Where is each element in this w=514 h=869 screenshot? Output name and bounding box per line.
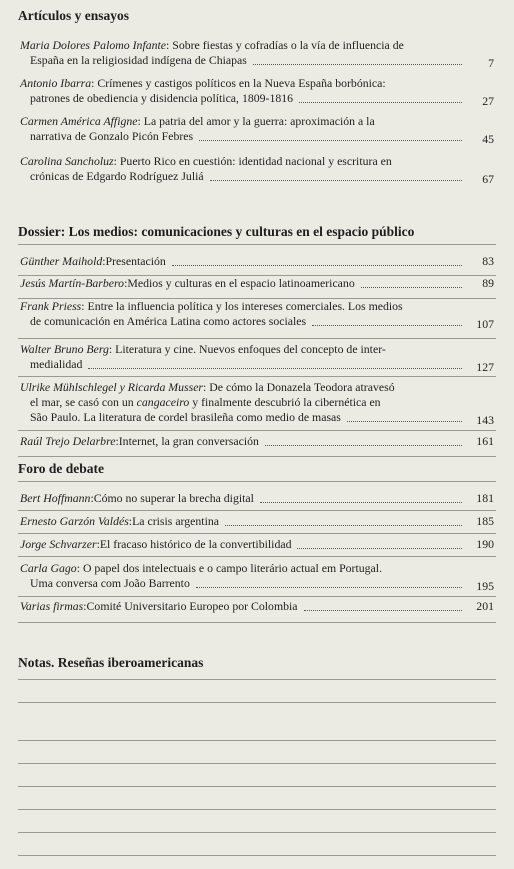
entry-author: Ulrike Mühlschlegel y Ricarda Musser (20, 380, 204, 394)
toc-entry: Carmen América Affigne: La patria del amor y la guerra: aproximación a la narrativa de Gonzalo Picón Febres (20, 114, 468, 144)
section-title: Foro de debate (18, 461, 104, 476)
page-number: 143 (476, 413, 494, 427)
toc-entry: Carla Gago: O papel dos intelectuais e o campo literário actual em Portugal. Uma conversa com João Barrento (20, 561, 468, 591)
page-number: 27 (482, 94, 494, 108)
page-number: 45 (482, 132, 494, 146)
divider (18, 679, 496, 680)
divider (18, 338, 496, 339)
leader-dots (196, 586, 462, 588)
toc-entry: Antonio Ibarra: Crímenes y castigos políticos en la Nueva España borbónica: patrones de obediencia y disidencia política, 1809-1816 (20, 76, 468, 106)
page-number: 67 (482, 172, 494, 186)
page-number: 83 (482, 254, 494, 268)
entry-title-line: Medios y culturas en el espacio latinoamericano (127, 276, 355, 290)
divider (18, 809, 496, 810)
entry-title-line: medialidad (30, 357, 83, 371)
entry-title-line: Presentación (105, 254, 166, 268)
entry-author: Günther Maihold (20, 254, 103, 268)
leader-dots (88, 367, 462, 369)
page-number: 161 (476, 434, 494, 448)
toc-entry: Günther Maihold : Presentación (20, 254, 468, 269)
entry-title-line: Sobre fiestas y cofradías o la vía de influencia de (172, 38, 404, 52)
entry-author: Bert Hoffmann (20, 491, 91, 505)
leader-dots (225, 524, 462, 526)
entry-author: Walter Bruno Berg (20, 342, 109, 356)
entry-title-line: Puerto Rico en cuestión: identidad nacional y escritura en (119, 154, 392, 168)
entry-title-line: El fracaso histórico de la convertibilidad (99, 537, 292, 551)
divider (18, 702, 496, 703)
entry-author: Jesús Martín-Barbero (20, 276, 125, 290)
page-number: 190 (476, 537, 494, 551)
leader-dots (199, 139, 462, 141)
toc-entry: Frank Priess: Entre la influencia política y los intereses comerciales. Los medios de comunicación en América Latina como actores sociales (20, 299, 468, 329)
page-number: 185 (476, 514, 494, 528)
entry-author: Maria Dolores Palomo Infante (20, 38, 167, 52)
divider (18, 510, 496, 511)
entry-title-line: Entre la influencia política y los intereses comerciales. Los medios (87, 299, 403, 313)
entry-title-line: Internet, la gran conversación (118, 434, 259, 448)
toc-entry: Ernesto Garzón Valdés : La crisis argentina (20, 514, 468, 529)
divider (18, 763, 496, 764)
page-number: 107 (476, 317, 494, 331)
toc-entry: Walter Bruno Berg: Literatura y cine. Nuevos enfoques del concepto de inter- medialidad (20, 342, 468, 372)
entry-title-line: Uma conversa com João Barrento (30, 576, 190, 590)
divider (18, 481, 496, 482)
toc-entry: Raúl Trejo Delarbre : Internet, la gran conversación (20, 434, 468, 449)
divider (18, 533, 496, 534)
page-number: 89 (482, 276, 494, 290)
entry-title-line: O papel dos intelectuais e o campo literário actual em Portugal. (82, 561, 383, 575)
entry-title-line: narrativa de Gonzalo Picón Febres (30, 129, 194, 143)
leader-dots (260, 501, 462, 503)
leader-dots (347, 420, 462, 422)
toc-entry: Carolina Sancholuz: Puerto Rico en cuestión: identidad nacional y escritura en crónicas de Edgardo Rodríguez Juliá (20, 154, 468, 184)
entry-author: Carolina Sancholuz (20, 154, 114, 168)
section-title: Notas. Reseñas iberoamericanas (18, 655, 204, 670)
toc-entry: Ulrike Mühlschlegel y Ricarda Musser: De cómo la Donazela Teodora atravesó el mar, se casó con un cangaceiro y finalmente descubrió la cibernética en São Paulo. La literatura de cordel brasileña como medio de masas (20, 380, 468, 425)
leader-dots (304, 609, 462, 611)
entry-author: Ernesto Garzón Valdés (20, 514, 129, 528)
entry-title-line: Comité Universitario Europeo por Colombia (86, 599, 298, 613)
entry-author: Varias firmas (20, 599, 84, 613)
leader-dots (299, 101, 462, 103)
toc-entry: Maria Dolores Palomo Infante: Sobre fiestas y cofradías o la vía de influencia de España en la religiosidad indígena de Chiapas (20, 38, 468, 68)
divider (18, 456, 496, 457)
entry-title-line: patrones de obediencia y disidencia política, 1809-1816 (30, 91, 294, 105)
page-number: 201 (476, 599, 494, 613)
toc-entry: Bert Hoffmann : Cómo no superar la brecha digital (20, 491, 468, 506)
toc-entry: Varias firmas : Comité Universitario Europeo por Colombia (20, 599, 468, 614)
entry-title-line: el mar, se casó con un cangaceiro y finalmente descubrió la cibernética en (30, 395, 381, 409)
toc-entry: Jesús Martín-Barbero : Medios y culturas en el espacio latinoamericano (20, 276, 468, 291)
entry-author: Jorge Schvarzer (20, 537, 97, 551)
leader-dots (361, 286, 462, 288)
page-number: 181 (476, 491, 494, 505)
divider (18, 596, 496, 597)
divider (18, 740, 496, 741)
entry-author: Carla Gago (20, 561, 77, 575)
divider (18, 832, 496, 833)
leader-dots (253, 63, 462, 65)
leader-dots (210, 179, 462, 181)
entry-title-line: Crímenes y castigos políticos en la Nueva España borbónica: (97, 76, 386, 90)
entry-title-line: España en la religiosidad indígena de Chiapas (30, 53, 247, 67)
divider (18, 430, 496, 431)
leader-dots (312, 324, 462, 326)
entry-author: Frank Priess (20, 299, 82, 313)
divider (18, 855, 496, 856)
entry-author: Carmen América Affigne (20, 114, 138, 128)
entry-author: Antonio Ibarra (20, 76, 92, 90)
divider (18, 622, 496, 623)
leader-dots (297, 547, 462, 549)
divider (18, 376, 496, 377)
entry-title-line: La crisis argentina (132, 514, 219, 528)
entry-title-line: Cómo no superar la brecha digital (93, 491, 254, 505)
entry-title-line: São Paulo. La literatura de cordel brasileña como medio de masas (30, 410, 341, 424)
entry-title-line: crónicas de Edgardo Rodríguez Juliá (30, 169, 204, 183)
entry-title-line: Literatura y cine. Nuevos enfoques del concepto de inter- (115, 342, 386, 356)
page-number: 195 (476, 579, 494, 593)
entry-title-line: La patria del amor y la guerra: aproximación a la (143, 114, 375, 128)
divider (18, 786, 496, 787)
section-title: Artículos y ensayos (18, 8, 129, 23)
divider (18, 556, 496, 557)
toc-entry: Jorge Schvarzer : El fracaso histórico de la convertibilidad (20, 537, 468, 552)
page-number: 7 (488, 56, 494, 70)
section-title: Dossier: Los medios: comunicaciones y culturas en el espacio público (18, 224, 415, 239)
leader-dots (172, 264, 462, 266)
page-number: 127 (476, 360, 494, 374)
entry-title-line: De cómo la Donazela Teodora atravesó (209, 380, 395, 394)
entry-title-line: de comunicación en América Latina como actores sociales (30, 314, 307, 328)
leader-dots (265, 444, 462, 446)
entry-author: Raúl Trejo Delarbre (20, 434, 116, 448)
divider (18, 244, 496, 245)
